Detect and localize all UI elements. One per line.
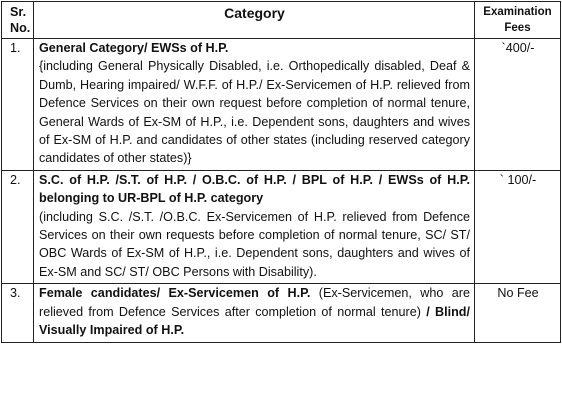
row-serial-number: 1.	[2, 39, 34, 171]
row-serial-number: 3.	[2, 284, 34, 342]
category-title: Female candidates/ Ex-Servicemen of H.P.	[39, 286, 311, 301]
category-title: S.C. of H.P. /S.T. of H.P. / O.B.C. of H.P. / BPL of H.P. / EWSs of H.P. belonging to UR-BPL of H.P. category	[39, 172, 470, 206]
row-fee: ` 100/-	[475, 170, 561, 283]
category-title-suffix: / Blind/ Visually Impaired of H.P.	[39, 304, 470, 338]
row-fee: No Fee	[475, 284, 561, 342]
category-detail: (including S.C. /S.T. /O.B.C. Ex-Servicemen of H.P. relieved from Defence Services on their own requests before completion of normal tenure, SC/ ST/ OBC Wards of Ex-SM of H.P., i.e. Dependent sons, daughters and wives of Ex-SM and SC/ ST/ OBC Persons with Disability).	[39, 209, 470, 279]
category-detail: (Ex-Servicemen, who are relieved from Defence Services after completion of normal tenure)	[39, 286, 470, 319]
row-category-cell	[34, 284, 475, 342]
header-category: Category	[34, 2, 475, 39]
examination-fees-table	[1, 1, 561, 343]
row-serial-number: 2.	[2, 170, 34, 283]
table-row	[2, 170, 561, 283]
table-header-row	[2, 2, 561, 39]
row-category-cell	[34, 170, 475, 283]
row-fee: `400/-	[475, 39, 561, 171]
header-examination-fees: Examination Fees	[475, 2, 561, 39]
header-sr-no: Sr. No.	[2, 2, 34, 39]
table-row	[2, 284, 561, 342]
row-category-cell	[34, 39, 475, 171]
category-detail: {including General Physically Disabled, i.e. Orthopedically disabled, Deaf & Dumb, Hearing impaired/ W.F.F. of H.P./ Ex-Servicemen of H.P. relieved from Defence Services on their own request before completion of normal tenure, General Wards of Ex-SM of H.P., i.e. Dependent sons, daughters and wives of Ex-SM of H.P. and candidates of other states (including reserved category candidates of other states)}	[39, 59, 470, 166]
category-title: General Category/ EWSs of H.P.	[39, 41, 229, 55]
table-row	[2, 39, 561, 171]
